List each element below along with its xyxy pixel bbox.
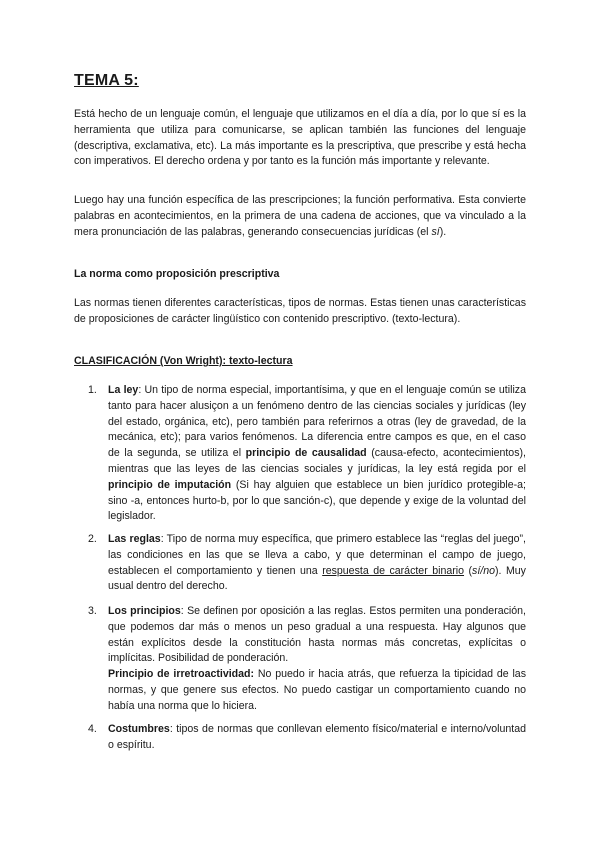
list-item-text: : Se definen por oposición a las reglas. Estos permiten una ponderación, que podemos dar más o menos un peso gradual a una respuesta. Hay algunos que están explícitos desde la constitución hasta normas más concretas, explícitas o implícitas. Posibilidad de ponderación. [108,605,526,665]
list-item-label: La ley [108,384,139,396]
section-heading-norma: La norma como proposición prescriptiva [74,268,280,280]
list-item-em: sí/no [472,564,495,577]
list-item-bold: principio de imputación [108,478,232,491]
list-item-label: Los principios [108,605,181,617]
list-item-number: 1. [88,384,97,396]
list-item-number: 2. [88,533,97,545]
paragraph-intro: Está hecho de un lenguaje común, el lenguaje que utilizamos en el día a día, por lo que sí es la herramienta que utiliza para comunicarse, se aplican también las funciones del lenguaje (descriptiva, exclamativa, etc). La más importante es la prescriptiva, que prescribe y está hecha con imperativos. El derecho ordena y por tanto es la función más importante y relevante. [74,108,526,168]
list-item-bold: principio de causalidad [245,447,367,460]
list-item-text: ). Muy usual dentro del derecho. [108,564,526,593]
list-item-text: No puedo ir hacia atrás, que refuerza la tipicidad de las normas, y que genere sus efectos. No puedo castigar un comportamiento cuando no había una norma que lo hiciera. [108,668,526,712]
paragraph-performativa-em: sí [431,225,440,238]
list-item-costumbres [108,722,526,754]
paragraph-performativa-text: Luego hay una función específica de las prescripciones; la función performativa. Esta convierte palabras en acontecimientos, en la primera de una cadena de acciones, que va vinculado a la mera pronunciación de las palabras, generando consecuencias jurídicas (el [74,194,526,238]
paragraph-performativa [74,193,526,240]
list-item-text: : tipos de normas que conllevan elemento físico/material e interno/voluntad o espíritu. [108,723,526,751]
list-item-label: Las reglas [108,533,161,545]
paragraph-performativa-end: ). [439,225,447,238]
list-item-text: ( [464,564,473,577]
list-item-text: : Tipo de norma muy específica, que primero establece las “reglas del juego”, las condiciones en las que se lleva a cabo, y que determinan el campo de juego, establecen el comportamiento y tienen una [108,533,526,577]
list-item-number: 3. [88,605,97,617]
page-title: TEMA 5: [74,72,139,89]
list-item-text: : Un tipo de norma especial, importantísima, y que en el lenguaje común se utiliza tanto para hacer alusiçon a un fenómeno dentro de las ciencias sociales y jurídicas (ley del estado, orgánica, etc), pero también para referirnos a otras (ley de gravedad, de la mecánica, etc); para varios fenómenos. La diferencia entre campos es que, en el caso de la segunda, se utiliza el [108,384,526,460]
list-item-bold: Principio de irretroactividad: [108,668,255,681]
list-item-principios [108,604,526,715]
list-item-text: (causa-efecto, acontecimientos), mientras que las leyes de las ciencias sociales y jurídicas, la ley está regida por el [108,447,526,475]
section-heading-clasificacion: CLASIFICACIÓN (Von Wright): texto-lectura [74,355,293,367]
list-item-ley [108,383,526,525]
list-item-underlined: respuesta de carácter binario [322,564,465,577]
list-item-reglas [108,532,526,595]
list-item-number: 4. [88,723,97,735]
list-item-label: Costumbres [108,723,170,735]
paragraph-normas: Las normas tienen diferentes características, tipos de normas. Estas tienen unas características de proposiciones de carácter lingüístico con contenido prescriptivo. (texto-lectura). [74,297,526,325]
list-item-text: (Si hay alguien que establece un bien jurídico protegible-a; sino -a, entonces hurto-b, por lo que sanción-c), que depende y exige de la voluntad del legislador. [108,478,526,523]
